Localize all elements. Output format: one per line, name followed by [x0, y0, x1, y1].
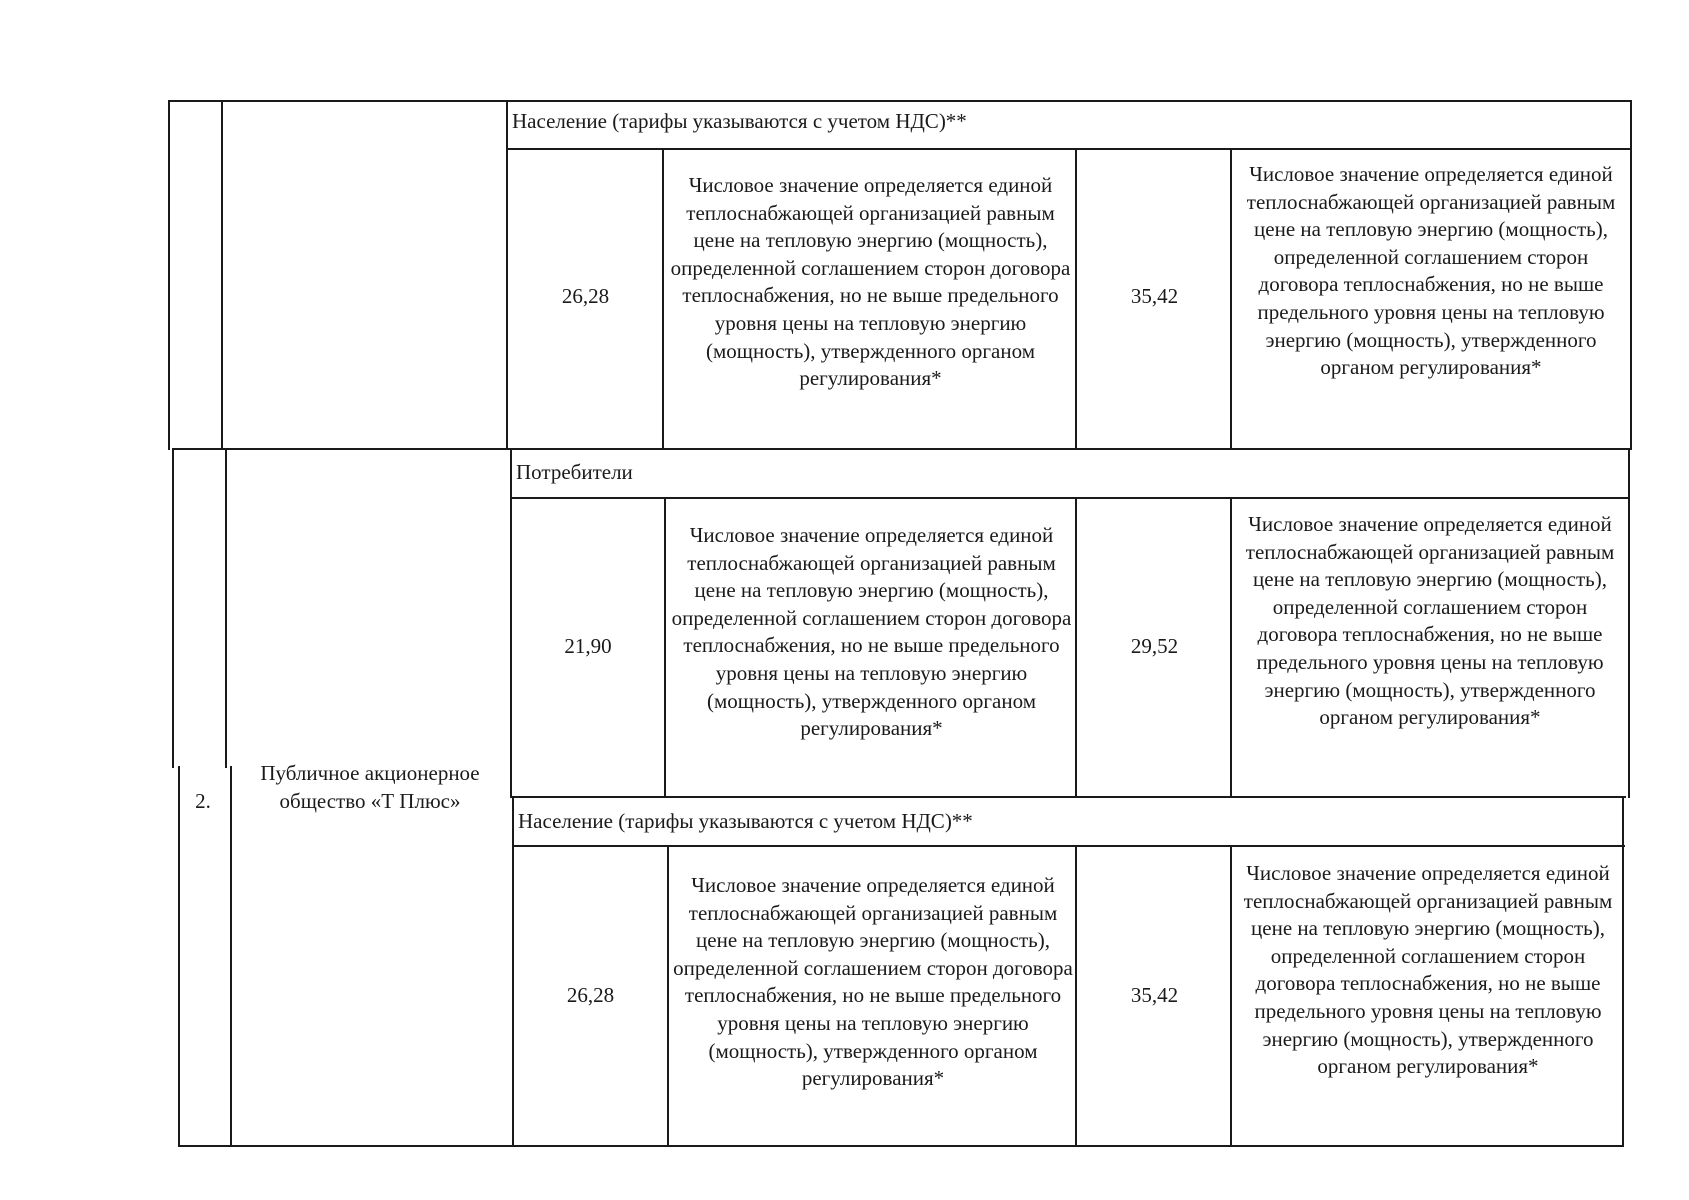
column-divider: [225, 448, 227, 768]
row-divider: [172, 448, 1630, 450]
tariff-note: Числовое значение определяется единой теплоснабжающей организацией равным цене на тепловую энергию (мощность), определенной соглашением сторон договора теплоснабжения, но не выше предельного уровня цены на тепловую энергию (мощность), утвержденного органом регулирования*: [1245, 512, 1615, 730]
table-border-right: [1628, 448, 1630, 798]
row-divider: [513, 845, 1625, 847]
tariff-value: 35,42: [1130, 983, 1179, 1007]
group-heading-consumers: Потребители: [516, 460, 633, 484]
group-heading-population: Население (тарифы указываются с учетом НДС)**: [512, 109, 967, 133]
tariff-note: Числовое значение определяется единой теплоснабжающей организацией равным цене на тепловую энергию (мощность), определенной соглашением сторон договора теплоснабжения, но не выше предельного уровня цены на тепловую энергию (мощность), утвержденного органом регулирования*: [670, 173, 1071, 391]
column-divider: [506, 100, 508, 450]
row-divider: [508, 148, 1632, 150]
organization-name: Публичное акционерное общество «Т Плюс»: [260, 761, 480, 813]
column-divider: [510, 448, 512, 798]
tariff-value: 26,28: [561, 284, 610, 308]
table-border-left: [178, 766, 180, 1147]
column-divider: [512, 796, 514, 1147]
group-heading-population: Население (тарифы указываются с учетом НДС)**: [518, 809, 973, 833]
column-divider: [230, 766, 232, 1147]
table-border-bottom: [180, 1145, 1622, 1147]
row-number: 2.: [195, 789, 211, 813]
tariff-note: Числовое значение определяется единой теплоснабжающей организацией равным цене на тепловую энергию (мощность), определенной соглашением сторон договора теплоснабжения, но не выше предельного уровня цены на тепловую энергию (мощность), утвержденного органом регулирования*: [671, 523, 1072, 741]
row-divider: [512, 796, 1626, 798]
tariff-value: 26,28: [566, 983, 615, 1007]
row-divider: [510, 497, 1630, 499]
table-border-right: [1630, 100, 1632, 450]
column-divider: [221, 100, 223, 450]
tariff-note: Числовое значение определяется единой теплоснабжающей организацией равным цене на тепловую энергию (мощность), определенной соглашением сторон договора теплоснабжения, но не выше предельного уровня цены на тепловую энергию (мощность), утвержденного органом регулирования*: [673, 873, 1073, 1091]
tariff-value: 29,52: [1130, 634, 1179, 658]
table-border-right: [1622, 796, 1624, 1147]
tariff-value: 21,90: [564, 634, 612, 658]
table-border-left: [172, 448, 174, 768]
tariff-note: Числовое значение определяется единой теплоснабжающей организацией равным цене на тепловую энергию (мощность), определенной соглашением сторон договора теплоснабжения, но не выше предельного уровня цены на тепловую энергию (мощность), утвержденного органом регулирования*: [1246, 162, 1616, 380]
table-border-top: [168, 100, 1632, 102]
tariff-note: Числовое значение определяется единой теплоснабжающей организацией равным цене на тепловую энергию (мощность), определенной соглашением сторон договора теплоснабжения, но не выше предельного уровня цены на тепловую энергию (мощность), утвержденного органом регулирования*: [1243, 861, 1613, 1079]
tariff-value: 35,42: [1130, 284, 1179, 308]
table-border-left: [168, 100, 170, 450]
